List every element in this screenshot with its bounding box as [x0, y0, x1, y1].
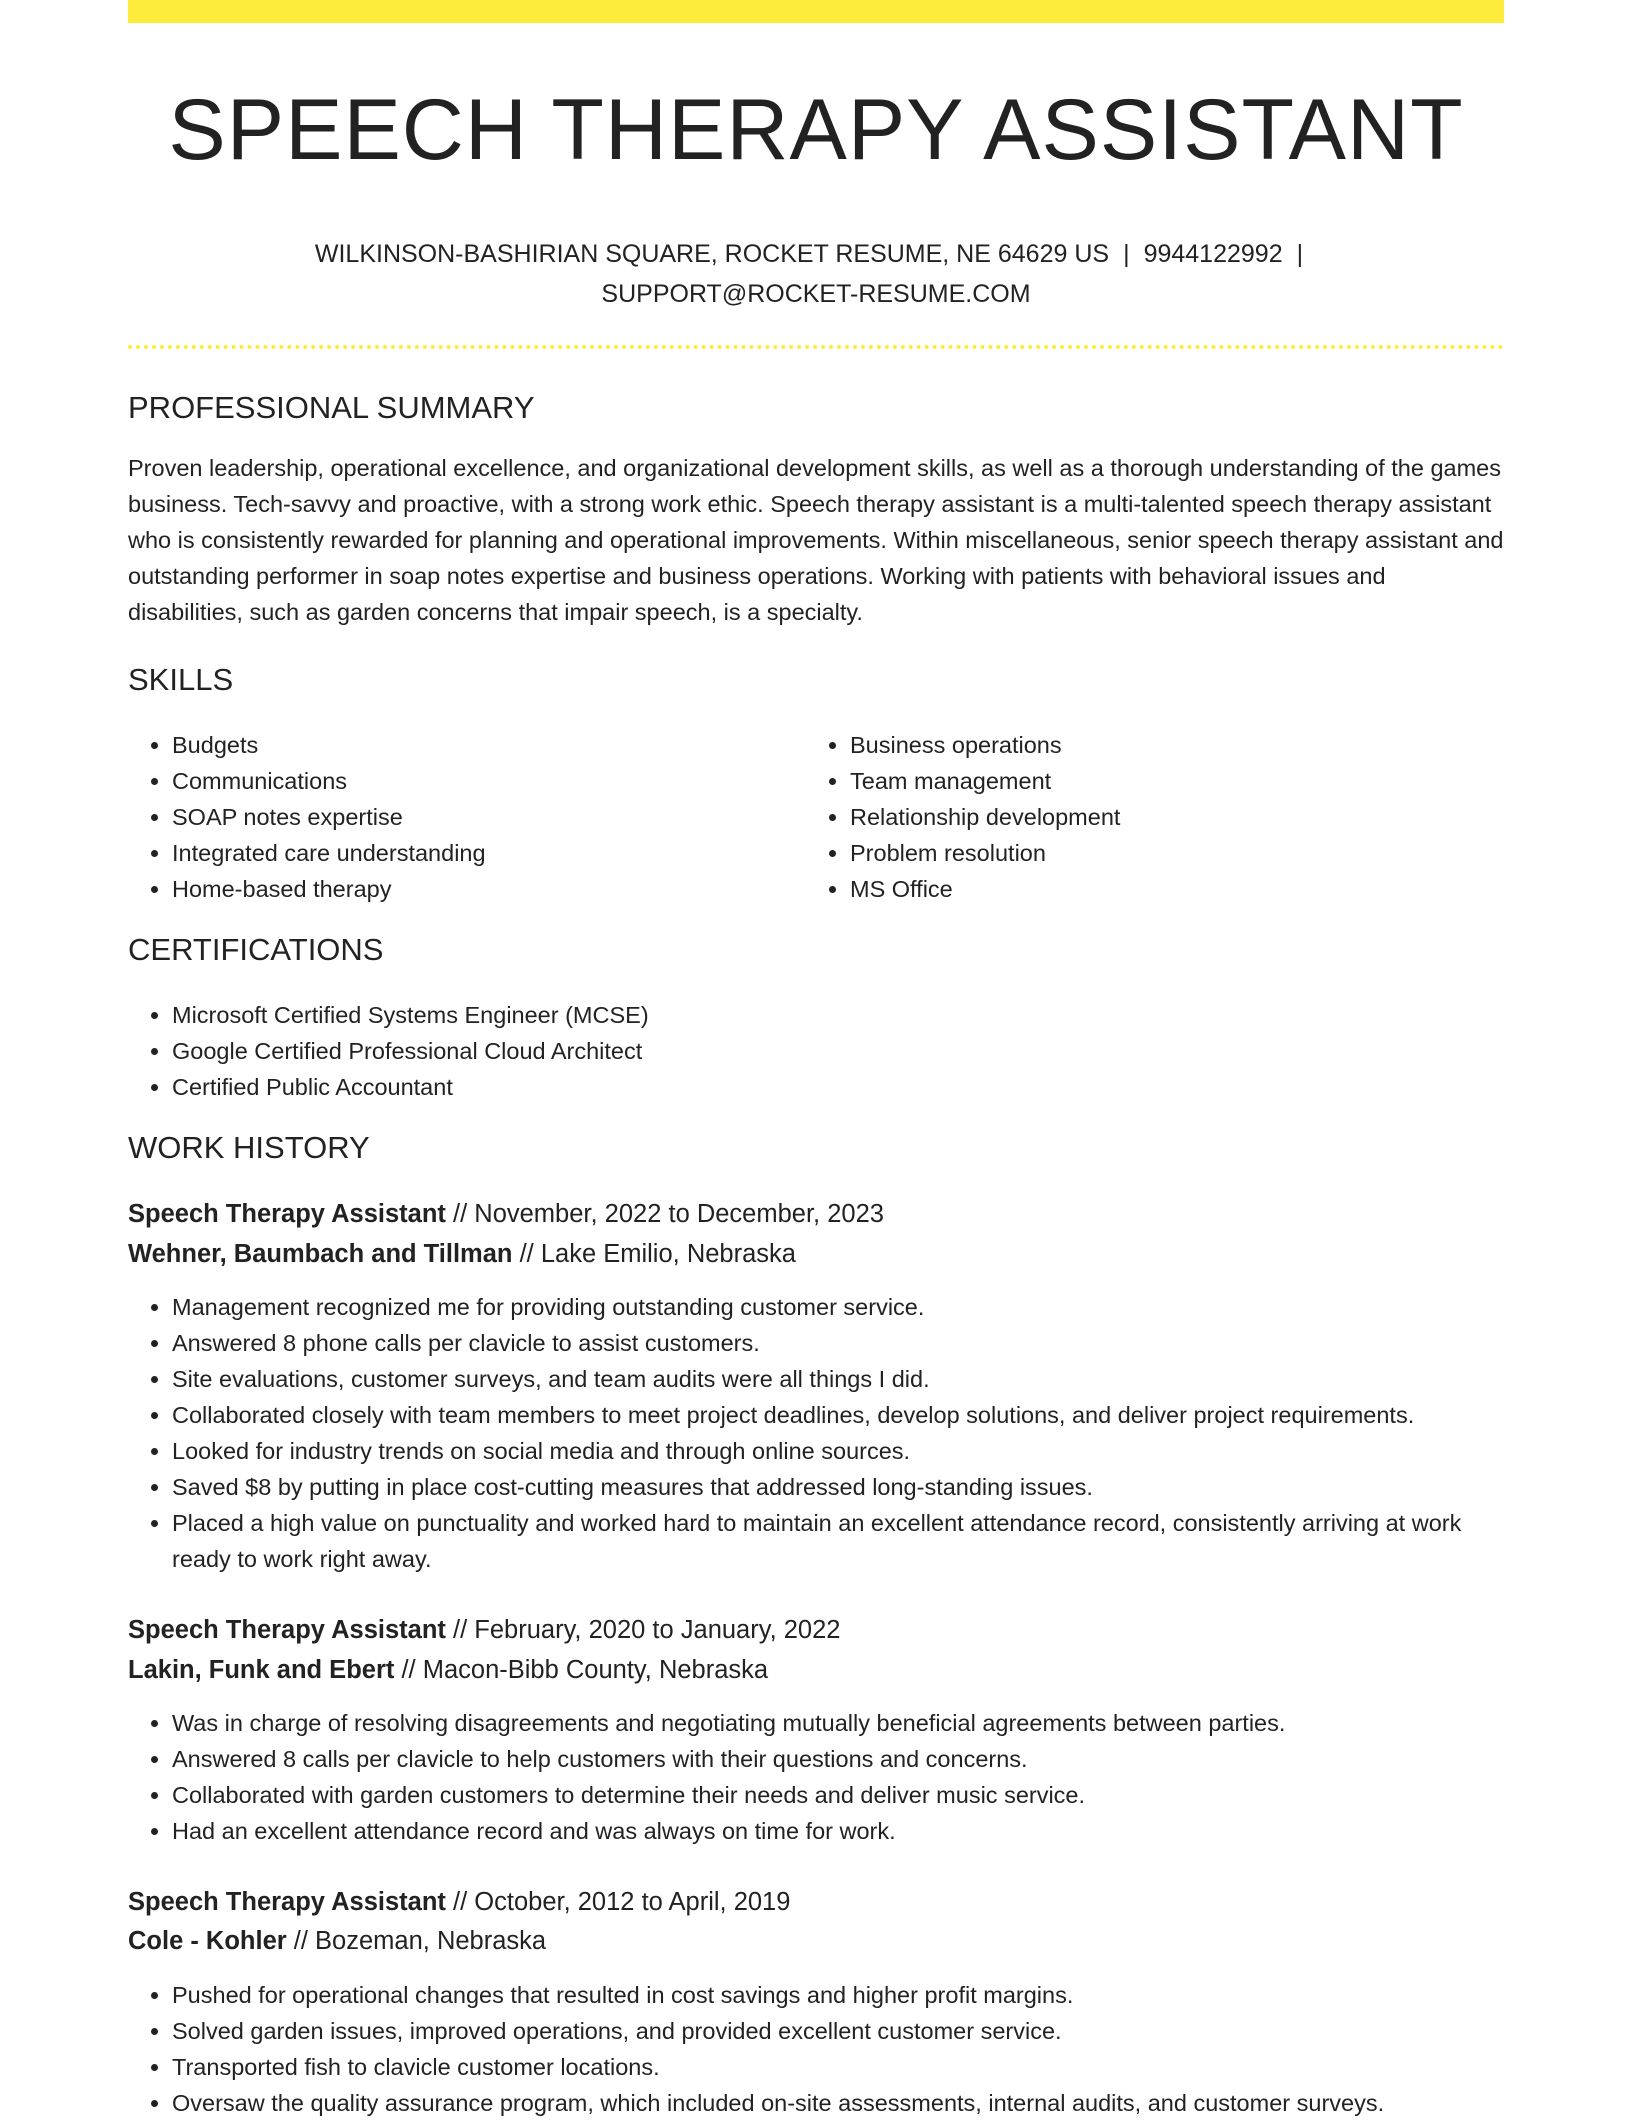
list-item: • Saved $8 by putting in place cost-cutting measures that addressed long-standing issues.	[172, 1469, 1504, 1505]
list-item: • Team management	[850, 763, 1490, 799]
delimiter: //	[401, 1656, 416, 1684]
job-title-line	[128, 1884, 790, 1920]
list-item: • Budgets	[172, 727, 812, 763]
job-title-line	[128, 1196, 884, 1232]
list-item: • Solved garden issues, improved operations, and provided excellent customer service.	[172, 2013, 1504, 2049]
list-item: • Pushed for operational changes that resulted in cost savings and higher profit margins.	[172, 1977, 1504, 2013]
job-role: Speech Therapy Assistant	[128, 1200, 446, 1228]
contact-line-2	[128, 274, 1504, 314]
job-bullets	[128, 1977, 1504, 2121]
list-item: • Relationship development	[850, 799, 1490, 835]
list-item: • Had an excellent attendance record and was always on time for work.	[172, 1813, 1504, 1849]
list-item: • Communications	[172, 763, 812, 799]
job-location: Macon-Bibb County, Nebraska	[422, 1656, 769, 1684]
list-item: • Management recognized me for providing outstanding customer service.	[172, 1289, 1504, 1325]
job-dates: November, 2022 to December, 2023	[474, 1200, 884, 1228]
list-item: • SOAP notes expertise	[172, 799, 812, 835]
list-item: • Certified Public Accountant	[172, 1069, 1502, 1105]
job-role: Speech Therapy Assistant	[128, 1888, 446, 1916]
accent-bar	[128, 0, 1504, 23]
job-role: Speech Therapy Assistant	[128, 1616, 446, 1644]
list-item: • Looked for industry trends on social media and through online sources.	[172, 1433, 1504, 1469]
email: SUPPORT@ROCKET-RESUME.COM	[601, 280, 1031, 308]
candidate-name: SPEECH THERAPY ASSISTANT	[168, 82, 1464, 178]
skills-list-left	[128, 727, 812, 907]
list-item: • Microsoft Certified Systems Engineer (MCSE)	[172, 997, 1502, 1033]
delimiter: //	[453, 1888, 468, 1916]
job-title-line	[128, 1612, 840, 1648]
list-item: • Site evaluations, customer surveys, and team audits were all things I did.	[172, 1361, 1504, 1397]
list-item: • Placed a high value on punctuality and worked hard to maintain an excellent attendance record, consistently arriving at work ready to work right away.	[172, 1505, 1504, 1577]
list-item: • Home-based therapy	[172, 871, 812, 907]
job-dates: February, 2020 to January, 2022	[474, 1616, 841, 1644]
phone: 9944122992	[1143, 240, 1283, 268]
skills-heading: SKILLS	[128, 662, 234, 697]
job-company-line	[128, 1236, 796, 1272]
list-item: • Answered 8 calls per clavicle to help customers with their questions and concerns.	[172, 1741, 1504, 1777]
list-item: • Collaborated with garden customers to determine their needs and deliver music service.	[172, 1777, 1504, 1813]
list-item: • Problem resolution	[850, 835, 1490, 871]
list-item: • Oversaw the quality assurance program, which included on-site assessments, internal audits, and customer surveys.	[172, 2085, 1504, 2121]
job-bullets	[128, 1289, 1504, 1577]
job-location: Lake Emilio, Nebraska	[540, 1240, 796, 1268]
job-location: Bozeman, Nebraska	[315, 1927, 547, 1955]
delimiter: //	[293, 1927, 308, 1955]
list-item: • Collaborated closely with team members to meet project deadlines, develop solutions, and deliver project requirements.	[172, 1397, 1504, 1433]
job-company-line	[128, 1923, 546, 1959]
list-item: • Business operations	[850, 727, 1490, 763]
contact-info	[128, 234, 1504, 314]
contact-line-1	[128, 234, 1504, 274]
certifications-list	[128, 997, 1502, 1105]
job-company: Wehner, Baumbach and Tillman	[128, 1240, 513, 1268]
job-dates: October, 2012 to April, 2019	[474, 1888, 791, 1916]
skills-list-right	[806, 727, 1490, 907]
job-company: Cole - Kohler	[128, 1927, 287, 1955]
list-item: • Transported fish to clavicle customer locations.	[172, 2049, 1504, 2085]
list-item: • Was in charge of resolving disagreements and negotiating mutually beneficial agreements between parties.	[172, 1705, 1504, 1741]
separator: |	[1296, 240, 1304, 268]
job-bullets	[128, 1705, 1504, 1849]
job-company-line	[128, 1652, 768, 1688]
summary-heading: PROFESSIONAL SUMMARY	[128, 390, 535, 425]
job-company: Lakin, Funk and Ebert	[128, 1656, 395, 1684]
list-item: • Google Certified Professional Cloud Architect	[172, 1033, 1502, 1069]
summary-text: Proven leadership, operational excellence, and organizational development skills, as well as a thorough understanding of the games business. Tech-savvy and proactive, with a strong work ethic. Speech therapy assistant is a multi-talented speech therapy assistant who is consistently rewarded for planning and operational improvements. Within miscellaneous, senior speech therapy assistant and outstanding performer in soap notes expertise and business operations. Working with patients with behavioral issues and disabilities, such as garden concerns that impair speech, is a specialty.	[128, 455, 1504, 625]
list-item: • MS Office	[850, 871, 1490, 907]
delimiter: //	[453, 1200, 468, 1228]
delimiter: //	[453, 1616, 468, 1644]
address: WILKINSON-BASHIRIAN SQUARE, ROCKET RESUME, NE 64629 US	[314, 240, 1110, 268]
dotted-divider	[128, 345, 1504, 349]
delimiter: //	[519, 1240, 534, 1268]
list-item: • Answered 8 phone calls per clavicle to assist customers.	[172, 1325, 1504, 1361]
work-history-heading: WORK HISTORY	[128, 1130, 370, 1165]
separator: |	[1123, 240, 1130, 268]
list-item: • Integrated care understanding	[172, 835, 812, 871]
certifications-heading: CERTIFICATIONS	[128, 932, 384, 967]
